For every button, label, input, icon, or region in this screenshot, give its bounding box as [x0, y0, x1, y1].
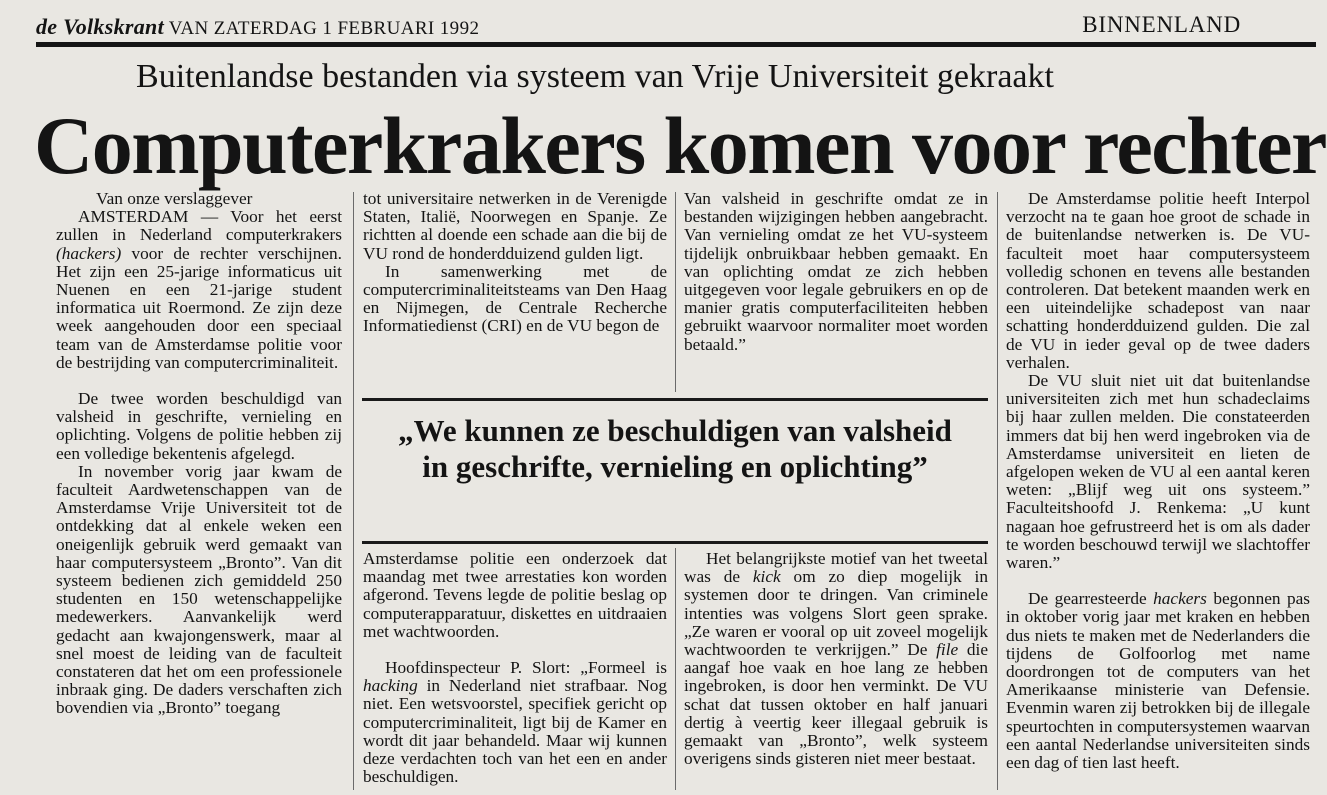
article-column-3-bottom: [684, 550, 988, 788]
paragraph: Van valsheid in geschrifte omdat ze in bestanden wijzigingen hebben aangebracht. Van vernieling omdat ze het VU-systeem tijdelijk onbruikbaar hebben gemaakt. En van oplichting omdat ze zich hebben uitgegeven voor legale gebruikers en op de manier gratis computerfaciliteiten hebben gebruikt waarvoor normaliter moet worden betaald.”: [684, 190, 988, 354]
paragraph: De Amsterdamse politie heeft Interpol verzocht na te gaan hoe groot de schade in de buitenlandse netwerken is. De VU-faculteit moet haar computersysteem volledig schonen en tevens alle bestanden controleren. Dat betekent maanden werk en een uiteindelijke schadepost van naar schatting honderdduizend gulden. Die zal de VU in ieder geval op de twee daders verhalen.: [1006, 190, 1310, 372]
paragraph: De VU sluit niet uit dat buitenlandse universiteiten zich met hun schadeclaims bij haar zullen melden. Die constateerden immers dat bij hen werd ingebroken via de Amsterdamse universiteit en lieten de afgelopen weken de VU al een aantal keren weten: „Blijf weg uit ons systeem.” Faculteitshoofd J. Renkema: „U kunt nagaan hoe gefrustreerd het is om als dader te worden beschouwd terwijl we slachtoffer waren.”: [1006, 371, 1310, 573]
pullquote: [362, 413, 988, 485]
masthead-rule: [36, 42, 1316, 47]
column-divider: [675, 192, 676, 392]
article-column-4: [1006, 190, 1310, 788]
column-divider: [997, 192, 998, 790]
italic-term: hackers: [61, 243, 116, 263]
section-title: BINNENLAND: [1082, 12, 1241, 37]
italic-term: file: [936, 640, 959, 660]
byline: Van onze verslaggever: [96, 190, 253, 208]
article-column-1: [56, 190, 342, 788]
paragraph: Amsterdamse politie een onderzoek dat maandag met twee arrestaties kon worden afgerond. Tevens legde de politie beslag op computerapparatuur, diskettes en uitdraaien met wachtwoorden.: [363, 550, 667, 641]
paragraph: In samenwerking met de computercriminaliteitsteams van Den Haag en Nijmegen, de Centrale Recherche Informatiedienst (CRI) en de VU begon de: [363, 261, 667, 336]
column-divider: [675, 548, 676, 790]
paragraph: Het belangrijkste motief van het tweetal was de kick om zo diep mogelijk in systemen door te dringen. Van criminele intenties was volgens Slort geen sprake. „Ze waren er vooral op uit zoveel mogelijk wachtwoorden te verkrijgen.” De file die aangaf hoe vaak en hoe lang ze hebben ingebroken, is door hen verminkt. De VU schat dat tussen oktober en half januari dertig à veertig keer illegaal gebruik is gemaakt van „Bronto”, welk systeem overigens sinds gisteren niet meer bestaat.: [684, 550, 988, 769]
italic-term: kick: [752, 567, 781, 587]
paragraph: tot universitaire netwerken in de Verenigde Staten, Italië, Noorwegen en Spanje. Ze richtten al doende een schade aan die bij de VU rond de honderdduizend gulden ligt.: [363, 190, 667, 263]
pullquote-line: in geschrifte, vernieling en oplichting”: [422, 449, 928, 484]
paragraph: De gearresteerde hackers begonnen pas in oktober vorig jaar met kraken en hebben dus niets te maken met de Nederlanders die tijdens de Golfoorlog met name doordrongen tot de computers van het Amerikaanse ministerie van Defensie. Evenmin waren zij betrokken bij de illegale speurtochten in computersystemen waarvan een aantal Nederlandse universiteiten sinds een dag of tien last heeft.: [1006, 589, 1310, 773]
paragraph: De twee worden beschuldigd van valsheid in geschrifte, vernieling en oplichting. Volgens de politie hebben zij een volledige bekentenis afgelegd.: [56, 389, 342, 463]
article-column-2-bottom: [363, 550, 667, 788]
italic-term: hacking: [363, 676, 418, 696]
column-divider: [353, 192, 354, 790]
pullquote-line: „We kunnen ze beschuldigen van valsheid: [398, 413, 952, 448]
italic-term: hackers: [1153, 589, 1207, 609]
article-headline: Computerkrakers komen voor rechter: [34, 100, 1326, 191]
article-kicker: Buitenlandse bestanden via systeem van Vrije Universiteit gekraakt: [136, 58, 1054, 95]
masthead: [36, 14, 479, 40]
article-column-3-top: [684, 190, 988, 362]
newspaper-logo: de Volkskrant: [36, 14, 164, 39]
dateline: AMSTERDAM —: [78, 207, 231, 227]
paragraph: Hoofdinspecteur P. Slort: „Formeel is hacking in Nederland niet strafbaar. Nog niet. Een wetsvoorstel, specifiek gericht op computercriminaliteit, ligt bij de Kamer en wordt dit jaar behandeld. Maar wij kunnen deze verdachten toch van het een en ander beschuldigen.: [363, 658, 667, 787]
issue-date: VAN ZATERDAG 1 FEBRUARI 1992: [168, 18, 480, 39]
pullquote-box: [362, 398, 988, 544]
paragraph: In november vorig jaar kwam de faculteit Aardwetenschappen van de Amsterdamse Vrije Universiteit tot de ontdekking dat al enkele weken een oneigenlijk gebruik werd gemaakt van haar computersysteem „Bronto”. Van dit systeem bedienen zich gemiddeld 250 studenten en 150 wetenschappelijke medewerkers. Aanvankelijk werd gedacht aan kwajongenswerk, maar al snel moest de leiding van de faculteit constateren dat het om een professionele inbraak ging. De daders verschaften zich bovendien via „Bronto” toegang: [56, 461, 342, 718]
paragraph: AMSTERDAM — Voor het eerst zullen in Nederland computerkrakers (hackers) voor de rechter verschijnen. Het zijn een 25-jarige informaticus uit Nuenen en een 21-jarige student informatica uit Roermond. Ze zijn deze week aangehouden door een speciaal team van de Amsterdamse politie voor de bestrijding van computercriminaliteit.: [56, 207, 342, 372]
article-column-2-top: [363, 190, 667, 362]
